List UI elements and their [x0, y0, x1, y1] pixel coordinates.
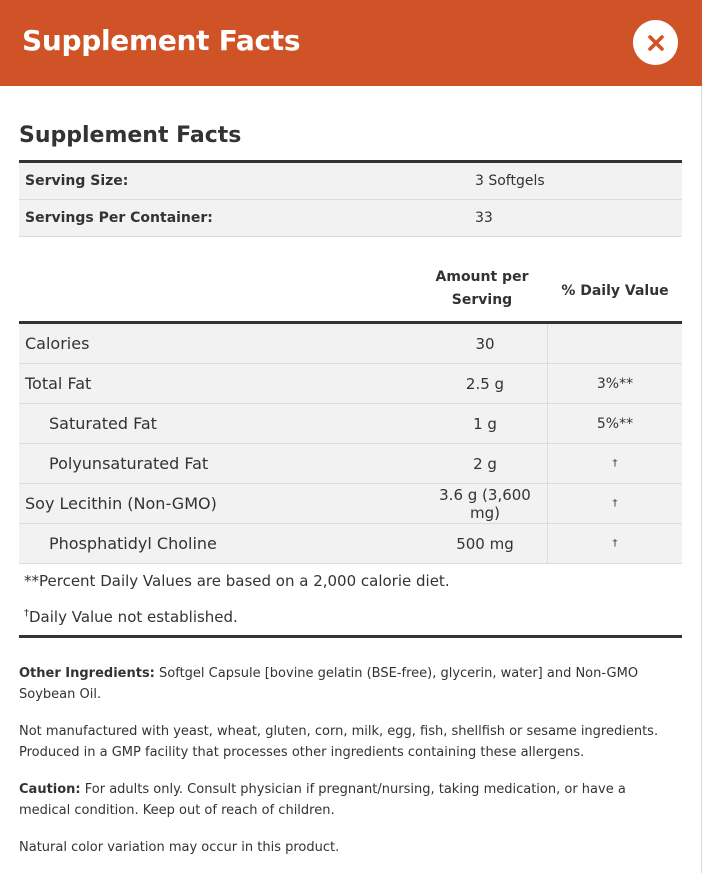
amount-header-line2: Serving [451, 292, 513, 308]
nutrient-daily-value: 3%** [596, 375, 634, 392]
other-ingredients [19, 663, 669, 705]
table-row [19, 364, 682, 404]
panel-bottom-rule [19, 635, 682, 638]
modal-header [0, 0, 702, 86]
serving-size-value: 3 Softgels [475, 173, 545, 189]
serving-table [19, 163, 682, 237]
servings-per-container-value: 33 [475, 210, 493, 226]
dagger-text: Daily Value not established. [29, 608, 238, 626]
table-row [19, 484, 682, 524]
color-variation-note: Natural color variation may occur in this product. [19, 840, 340, 855]
nutrient-daily-value: 5%** [596, 415, 634, 432]
amount-per-serving-header [420, 266, 544, 312]
dagger-mark: † [24, 608, 29, 619]
servings-per-container-row [19, 200, 682, 237]
nutrient-amount: 30 [423, 324, 548, 363]
panel-title: Supplement Facts [19, 123, 242, 148]
daily-value-header: % Daily Value [561, 283, 669, 299]
close-button[interactable] [633, 20, 678, 65]
table-row [19, 524, 682, 564]
other-ingredients-text: Softgel Capsule [bovine gelatin (BSE-free), glycerin, water] and Non-GMO Soybean Oil. [19, 666, 639, 702]
caution-label: Caution: [19, 782, 81, 797]
nutrient-name: Saturated Fat [49, 414, 157, 433]
nutrient-table [19, 324, 682, 564]
other-ingredients-label: Other Ingredients: [19, 666, 155, 681]
nutrient-name: Total Fat [25, 374, 92, 393]
caution-text: For adults only. Consult physician if pregnant/nursing, taking medication, or have a medical condition. Keep out of reach of children. [19, 782, 626, 818]
nutrient-name: Soy Lecithin (Non-GMO) [25, 494, 217, 513]
modal-title: Supplement Facts [22, 24, 301, 57]
table-row [19, 444, 682, 484]
amount-header-line1: Amount per [435, 269, 529, 285]
nutrient-amount: 2.5 g [423, 364, 548, 403]
percent-footnote: **Percent Daily Values are based on a 2,000 calorie diet. [24, 572, 450, 590]
nutrient-name: Phosphatidyl Choline [49, 534, 217, 553]
nutrient-daily-value: † [612, 538, 618, 549]
caution-statement [19, 779, 669, 821]
nutrient-amount: 500 mg [423, 524, 548, 563]
nutrient-daily-value: † [612, 458, 618, 469]
servings-per-container-label: Servings Per Container: [25, 210, 213, 226]
nutrient-name: Polyunsaturated Fat [49, 454, 209, 473]
nutrient-amount: 3.6 g (3,600 mg) [423, 484, 548, 523]
nutrient-amount: 2 g [423, 444, 548, 483]
nutrient-name: Calories [25, 334, 90, 353]
nutrient-daily-value: † [612, 498, 618, 509]
table-row [19, 404, 682, 444]
nutrient-amount: 1 g [423, 404, 548, 443]
serving-size-label: Serving Size: [25, 173, 129, 189]
dagger-footnote [24, 608, 238, 626]
close-icon [647, 34, 665, 52]
serving-size-row [19, 163, 682, 200]
table-row [19, 324, 682, 364]
allergen-statement: Not manufactured with yeast, wheat, gluten, corn, milk, egg, fish, shellfish or sesame ingredients. Produced in a GMP facility that processes other ingredients containing these allergens. [19, 724, 659, 760]
